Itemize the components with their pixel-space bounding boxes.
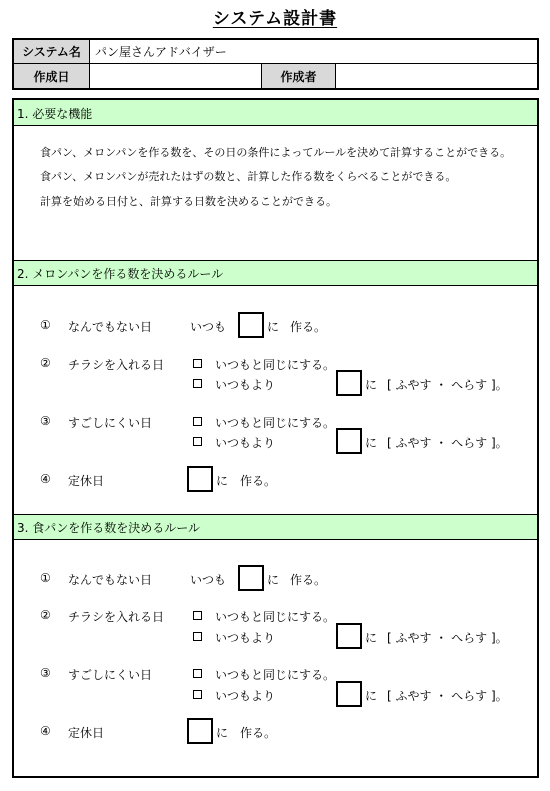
bread-rule-normal-day — [14, 565, 537, 593]
than-usual-text: いつもより — [215, 378, 276, 392]
quantity-input-box[interactable] — [187, 466, 213, 492]
header-table — [12, 38, 539, 90]
requirement-line: 食パン、メロンパンを作る数を、その日の条件によってルールを決めて計算することができる。 — [40, 146, 512, 159]
bread-rule-hard-day-change — [14, 681, 537, 709]
system-name-label: システム名 — [14, 40, 90, 63]
same-option-text: いつもと同じにする。 — [215, 416, 336, 430]
rule-label: 定休日 — [68, 474, 105, 488]
change-checkbox[interactable] — [193, 632, 202, 641]
rule-number: ④ — [40, 724, 51, 738]
same-checkbox[interactable] — [193, 359, 202, 368]
rule-label: チラシを入れる日 — [68, 610, 165, 624]
header-row-system — [14, 40, 537, 64]
rule-number: ③ — [40, 414, 51, 428]
ni-text: に — [365, 631, 378, 645]
than-usual-text: いつもより — [215, 631, 276, 645]
header-row-meta — [14, 64, 537, 88]
make-text: 作る。 — [240, 474, 277, 488]
rule-number: ① — [40, 571, 51, 585]
rule-number: ① — [40, 318, 51, 332]
change-checkbox[interactable] — [193, 379, 202, 388]
quantity-input-box[interactable] — [336, 623, 362, 649]
rule-number: ④ — [40, 472, 51, 486]
than-usual-text: いつもより — [215, 689, 276, 703]
same-checkbox[interactable] — [193, 611, 202, 620]
quantity-input-box[interactable] — [187, 718, 213, 744]
increase-decrease-choice[interactable]: [ ふやす ・ へらす ]。 — [387, 631, 508, 645]
make-text: 作る。 — [240, 726, 277, 740]
quantity-input-box[interactable] — [336, 428, 362, 454]
system-name-field[interactable]: パン屋さんアドバイザー — [95, 45, 227, 59]
increase-decrease-choice[interactable]: [ ふやす ・ へらす ]。 — [387, 436, 508, 450]
rule-label: すごしにくい日 — [68, 668, 153, 682]
rule-label: なんでもない日 — [68, 573, 153, 587]
than-usual-text: いつもより — [215, 436, 276, 450]
ni-text: に — [216, 474, 229, 488]
increase-decrease-choice[interactable]: [ ふやす ・ へらす ]。 — [387, 378, 508, 392]
section-heading-melon: 2. メロンパンを作る数を決めるルール — [14, 260, 537, 286]
rule-number: ③ — [40, 666, 51, 680]
melon-rule-hard-day-change — [14, 428, 537, 456]
bread-rule-flyer-change — [14, 623, 537, 651]
author-field[interactable] — [336, 64, 537, 88]
same-option-text: いつもと同じにする。 — [215, 358, 336, 372]
rule-label: なんでもない日 — [68, 320, 153, 334]
same-checkbox[interactable] — [193, 669, 202, 678]
same-option-text: いつもと同じにする。 — [215, 668, 336, 682]
quantity-input-box[interactable] — [336, 370, 362, 396]
always-text: いつも — [190, 573, 227, 587]
created-date-field[interactable] — [90, 64, 262, 88]
section-heading-requirements: 1. 必要な機能 — [14, 100, 537, 126]
quantity-input-box[interactable] — [238, 565, 264, 591]
requirement-line: 計算を始める日付と、計算する日数を決めることができる。 — [40, 195, 337, 208]
author-label: 作成者 — [262, 64, 336, 88]
ni-text: に — [216, 726, 229, 740]
make-text: 作る。 — [290, 573, 327, 587]
created-date-label: 作成日 — [14, 64, 90, 88]
design-body — [12, 98, 539, 778]
rule-number: ② — [40, 356, 51, 370]
ni-text: に — [365, 689, 378, 703]
melon-rule-holiday — [14, 466, 537, 494]
ni-text: に — [365, 436, 378, 450]
rule-label: 定休日 — [68, 726, 105, 740]
requirement-line: 食パン、メロンパンが売れたはずの数と、計算した作る数をくらべることができる。 — [40, 170, 457, 183]
rule-label: すごしにくい日 — [68, 416, 153, 430]
document-title: システム設計書 — [212, 9, 338, 29]
increase-decrease-choice[interactable]: [ ふやす ・ へらす ]。 — [387, 689, 508, 703]
rule-label: チラシを入れる日 — [68, 358, 165, 372]
section-heading-bread: 3. 食パンを作る数を決めるルール — [14, 514, 537, 540]
same-option-text: いつもと同じにする。 — [215, 610, 336, 624]
bread-rule-holiday — [14, 718, 537, 746]
change-checkbox[interactable] — [193, 690, 202, 699]
same-checkbox[interactable] — [193, 417, 202, 426]
always-text: いつも — [190, 320, 227, 334]
make-text: 作る。 — [290, 320, 327, 334]
ni-text: に — [267, 573, 280, 587]
ni-text: に — [267, 320, 280, 334]
melon-rule-normal-day — [14, 312, 537, 340]
ni-text: に — [365, 378, 378, 392]
quantity-input-box[interactable] — [336, 681, 362, 707]
change-checkbox[interactable] — [193, 437, 202, 446]
melon-rule-flyer-change — [14, 370, 537, 398]
rule-number: ② — [40, 608, 51, 622]
quantity-input-box[interactable] — [238, 312, 264, 338]
